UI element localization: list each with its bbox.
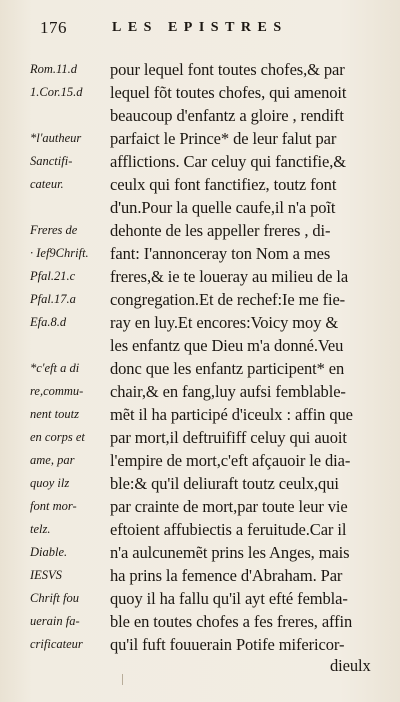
- page-number: 176: [40, 18, 67, 37]
- margin-note: Sanctifi-: [30, 154, 73, 168]
- line-text: par mort,il deftruififf celuy qui auoit: [110, 428, 347, 447]
- page-blemish: [122, 674, 126, 685]
- margin-note: cateur.: [30, 177, 64, 191]
- line-text: quoy il ha fallu qu'il ayt efté fembla-: [110, 589, 348, 608]
- line-text: fant: I'annonceray ton Nom a mes: [110, 244, 331, 263]
- margin-note: ame, par: [30, 453, 75, 467]
- margin-note: *l'autheur: [30, 131, 82, 145]
- line-text: les enfantz que Dieu m'a donné.Veu: [110, 336, 344, 355]
- text-line: [0, 83, 400, 107]
- margin-note: nent toutz: [30, 407, 79, 421]
- text-line: [0, 313, 400, 337]
- margin-note: 1.Cor.15.d: [30, 85, 83, 99]
- line-text: mẽt il ha participé d'iceulx : affin que: [110, 405, 353, 424]
- line-text: chair,& en fang,luy aufsi femblable-: [110, 382, 346, 401]
- margin-note: Freres de: [30, 223, 78, 237]
- margin-note: font mor-: [30, 499, 77, 513]
- text-line: [0, 405, 400, 429]
- margin-note: Pfal.21.c: [30, 269, 76, 283]
- text-line: [0, 451, 400, 475]
- margin-note: quoy ilz: [30, 476, 70, 490]
- text-line: [0, 290, 400, 314]
- line-text: qu'il fuft fouuerain Potife mifericor-: [110, 635, 345, 654]
- text-line: [0, 612, 400, 636]
- line-text: eftoient affubiectis a feruitude.Car il: [110, 520, 347, 539]
- text-line: [0, 382, 400, 406]
- text-line: [0, 543, 400, 567]
- line-text: afflictions. Car celuy qui fanctifie,&: [110, 152, 346, 171]
- text-line: [0, 244, 400, 268]
- text-line: [0, 129, 400, 153]
- text-line: [0, 198, 400, 222]
- margin-note: Chrift fou: [30, 591, 79, 605]
- line-text: ble en toutes chofes a fes freres, affin: [110, 612, 353, 631]
- text-line: [0, 359, 400, 383]
- text-line: [0, 106, 400, 130]
- margin-note: re,commu-: [30, 384, 84, 398]
- margin-note: · Ief9Chrift.: [30, 246, 89, 260]
- line-text: dehonte de les appeller freres , di-: [110, 221, 331, 240]
- line-text: pour lequel font toutes chofes,& par: [110, 60, 345, 79]
- text-line: [0, 474, 400, 498]
- margin-note: Efa.8.d: [30, 315, 67, 329]
- text-line: [0, 60, 400, 84]
- text-line: [0, 520, 400, 544]
- line-text: ray en luy.Et encores:Voicy moy &: [110, 313, 339, 332]
- line-text: freres,& ie te loueray au milieu de la: [110, 267, 349, 286]
- line-text: ble:& qu'il deliuraft toutz ceulx,qui: [110, 474, 339, 493]
- line-text: par crainte de mort,par toute leur vie: [110, 497, 348, 516]
- text-line: [0, 656, 400, 680]
- margin-note: IESVS: [30, 568, 62, 582]
- text-line: [0, 428, 400, 452]
- margin-note: crificateur: [30, 637, 83, 651]
- margin-note: telz.: [30, 522, 51, 536]
- line-text: lequel fõt toutes chofes, qui amenoit: [110, 83, 347, 102]
- text-line: [0, 221, 400, 245]
- margin-note: Pfal.17.a: [30, 292, 76, 306]
- page-header: [40, 18, 385, 42]
- margin-note: Rom.11.d: [30, 62, 77, 76]
- text-line: [0, 566, 400, 590]
- line-text: donc que les enfantz participent* en: [110, 359, 345, 378]
- line-text: l'empire de mort,c'eft afçauoir le dia-: [110, 451, 351, 470]
- line-text: n'a aulcunemẽt prins les Anges, mais: [110, 543, 350, 562]
- text-line: [0, 497, 400, 521]
- text-line: [0, 267, 400, 291]
- margin-note: en corps et: [30, 430, 85, 444]
- line-text: parfaict le Prince* de leur falut par: [110, 129, 337, 148]
- text-line: [0, 336, 400, 360]
- line-text: dieulx: [330, 656, 371, 675]
- line-text: beaucoup d'enfantz a gloire , rendift: [110, 106, 344, 125]
- text-line: [0, 589, 400, 613]
- line-text: ha prins la femence d'Abraham. Par: [110, 566, 343, 585]
- line-text: congregation.Et de rechef:Ie me fie-: [110, 290, 346, 309]
- margin-note: Diable.: [30, 545, 68, 559]
- margin-note: *c'eft a di: [30, 361, 80, 375]
- line-text: ceulx qui font fanctifiez, toutz font: [110, 175, 337, 194]
- text-line: [0, 152, 400, 176]
- line-text: d'un.Pour la quelle caufe,il n'a poĩt: [110, 198, 336, 217]
- text-line: [0, 175, 400, 199]
- margin-note: uerain fa-: [30, 614, 80, 628]
- running-title: LES EPISTRES: [112, 20, 288, 35]
